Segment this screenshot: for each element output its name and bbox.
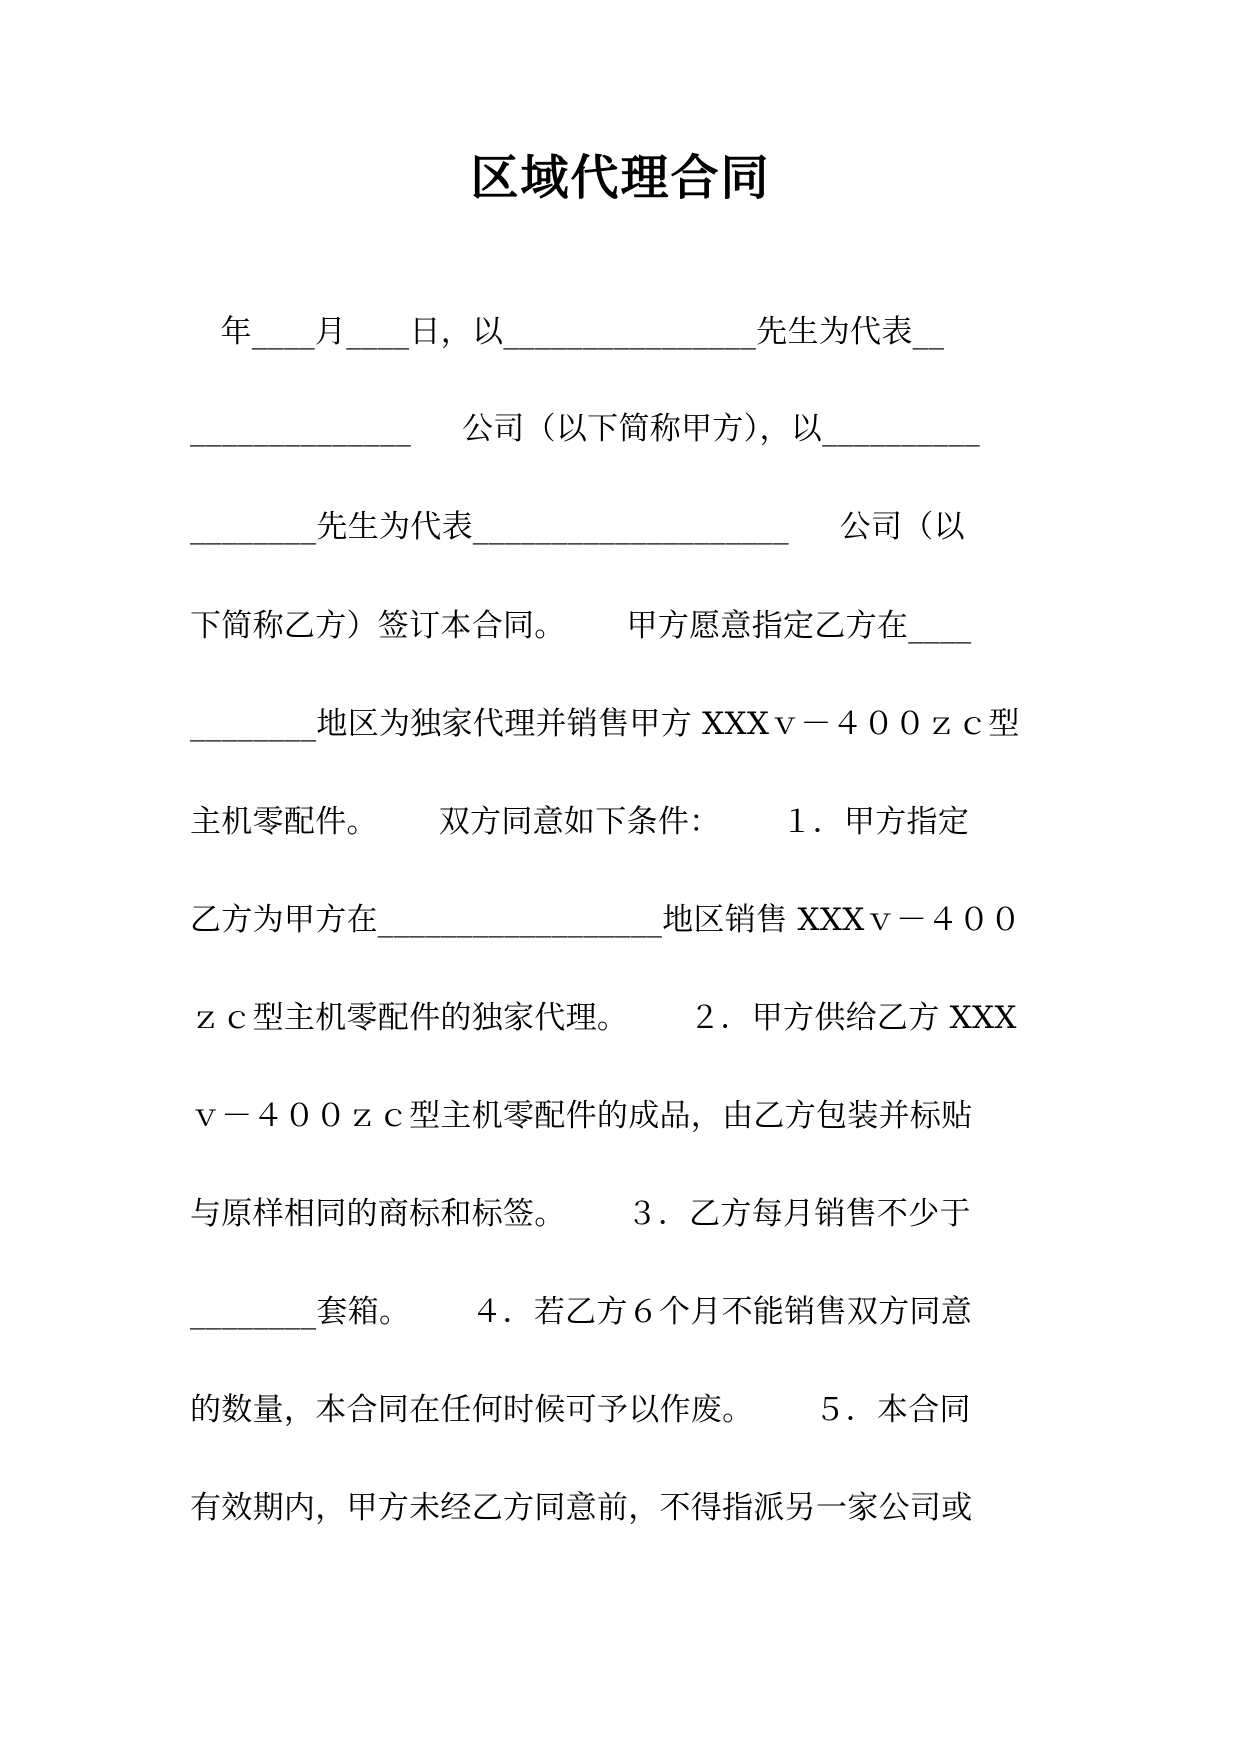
- body-line: 主机零配件。 双方同意如下条件： １．甲方指定: [190, 804, 970, 840]
- body-line: ________先生为代表____________________ 公司（以: [190, 509, 965, 545]
- body-line: ______________ 公司（以下简称甲方），以__________: [190, 411, 981, 447]
- body-line: 乙方为甲方在__________________地区销售 XXXｖ－４００: [190, 902, 1022, 938]
- body-line: 年____月____日，以________________先生为代表__: [190, 314, 945, 350]
- body-line: ________地区为独家代理并销售甲方 XXXｖ－４００ｚｃ型: [190, 706, 1020, 742]
- body-line: 与原样相同的商标和标签。 ３．乙方每月销售不少于: [190, 1196, 971, 1232]
- body-line: ｚｃ型主机零配件的独家代理。 ２．甲方供给乙方 XXX: [190, 1000, 1017, 1036]
- document-title: 区域代理合同: [470, 150, 771, 206]
- body-line: 的数量，本合同在任何时候可予以作废。 ５．本合同: [190, 1392, 971, 1428]
- body-line: 下简称乙方）签订本合同。 甲方愿意指定乙方在____: [190, 608, 972, 644]
- body-line: ________套箱。 ４．若乙方６个月不能销售双方同意: [190, 1294, 973, 1330]
- body-line: 有效期内，甲方未经乙方同意前，不得指派另一家公司或: [190, 1490, 973, 1526]
- body-line: ｖ－４００ｚｃ型主机零配件的成品，由乙方包装并标贴: [190, 1098, 973, 1134]
